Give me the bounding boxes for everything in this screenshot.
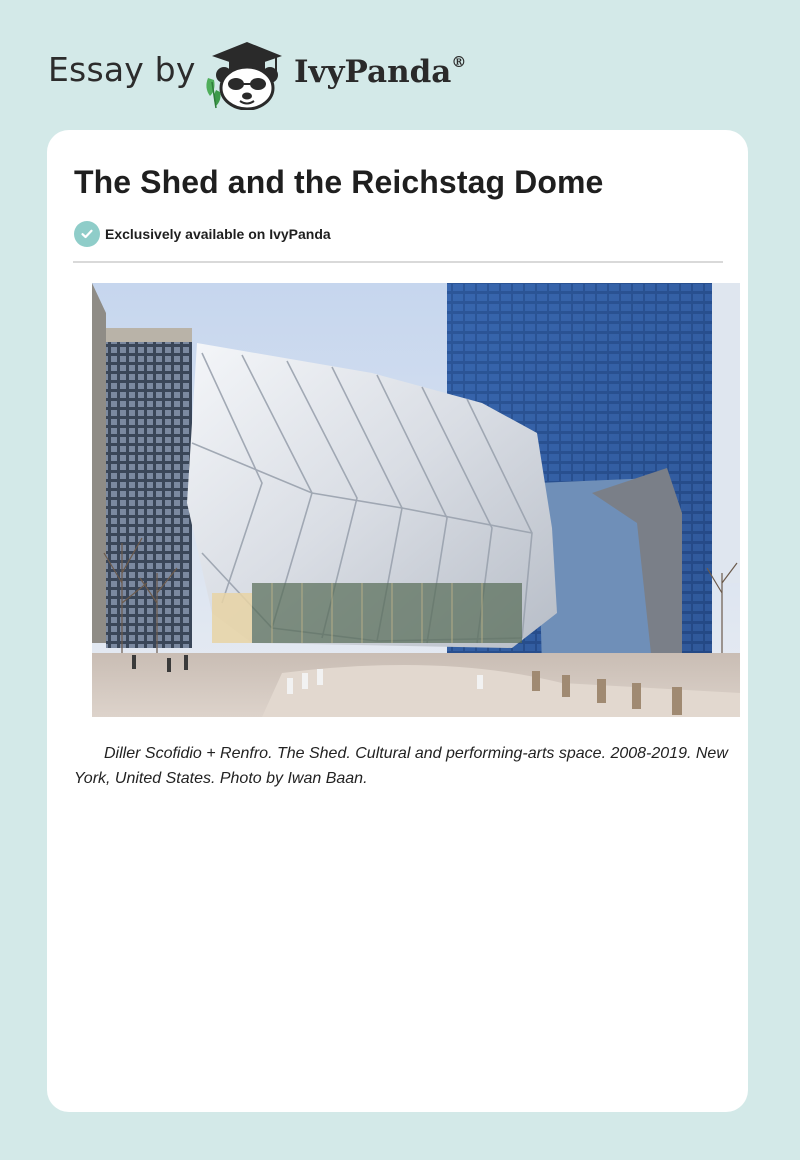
badge-label: Exclusively available on IvyPanda: [105, 226, 331, 242]
check-circle-icon: [74, 221, 100, 247]
exclusive-badge: [74, 221, 331, 247]
essay-card: [47, 130, 748, 1112]
figure-caption: Diller Scofidio + Renfro. The Shed. Cultural and performing-arts space. 2008-2019. New York, United States. Photo by Iwan Baan.: [74, 745, 728, 787]
brand-header: [48, 38, 468, 110]
brand-name[interactable]: IvyPanda®: [294, 52, 467, 90]
figure-photo: [92, 283, 740, 717]
panda-logo-icon[interactable]: [202, 38, 292, 110]
page-title: The Shed and the Reichstag Dome: [74, 164, 604, 200]
divider: [73, 261, 723, 263]
brand-prefix: Essay by: [48, 50, 196, 89]
